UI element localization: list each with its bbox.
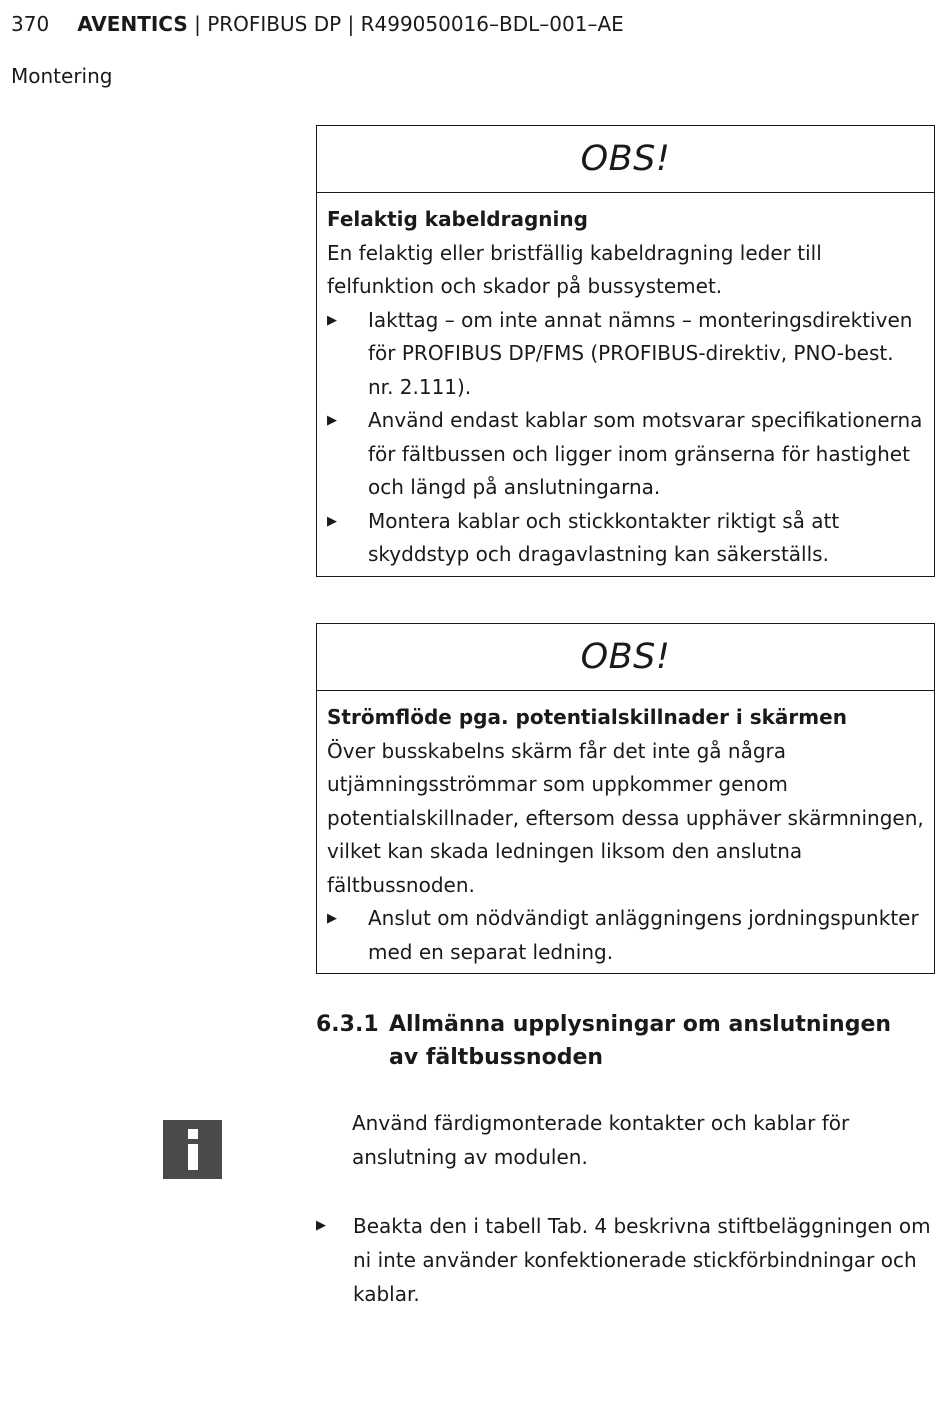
section-heading [316, 1008, 916, 1074]
page-header [11, 12, 624, 36]
section-number: 6.3.1 [316, 1012, 379, 1037]
section-title: Allmänna upplysningar om anslutningen av fältbussnoden [389, 1012, 892, 1070]
notice-title: OBS! [317, 126, 934, 193]
notice-subhead: Felaktig kabeldragning [327, 207, 588, 231]
list-item: ▶ Iakttag – om inte annat nämns – monteringsdirektiven för PROFIBUS DP/FMS (PROFIBUS-direktiv, PNO-best. nr. 2.111). [327, 304, 924, 405]
notice-bullet-list [327, 902, 924, 969]
page-number: 370 [11, 12, 50, 36]
notice-text: Över busskabelns skärm får det inte gå några utjämningsströmmar som uppkommer genom potentialskillnader, eftersom dessa upphäver skärmningen, vilket kan skada ledningen liksom den anslutna fältbussnoden. [327, 738, 924, 897]
bullet-arrow-icon: ▶ [327, 911, 337, 926]
brand-name: AVENTICS [77, 12, 188, 36]
document-reference: | PROFIBUS DP | R499050016–BDL–001–AE [187, 12, 624, 36]
section-label: Montering [11, 64, 113, 88]
notice-text: En felaktig eller bristfällig kabeldragning leder till felfunktion och skador på bussystemet. [327, 240, 822, 298]
notice-subhead: Strömflöde pga. potentialskillnader i skärmen [327, 705, 847, 729]
info-icon [163, 1120, 222, 1179]
notice-box-cabling [316, 125, 935, 577]
notice-box-current-flow [316, 623, 935, 974]
list-item: ▶ Montera kablar och stickkontakter riktigt så att skyddstyp och dragavlastning kan säkerställs. [327, 505, 924, 572]
notice-body [317, 193, 934, 576]
instruction-step [316, 1209, 941, 1311]
bullet-arrow-icon: ▶ [327, 312, 337, 328]
bullet-arrow-icon: ▶ [316, 1218, 326, 1233]
bullet-arrow-icon: ▶ [327, 413, 337, 428]
notice-title: OBS! [317, 624, 934, 691]
list-item: ▶ Anslut om nödvändigt anläggningens jordningspunkter med en separat ledning. [327, 902, 924, 969]
instruction-text: Beakta den i tabell Tab. 4 beskrivna stiftbeläggningen om ni inte använder konfektionerade stickförbindningar och kablar. [353, 1214, 931, 1306]
info-text: Använd färdigmonterade kontakter och kablar för anslutning av modulen. [352, 1111, 850, 1169]
notice-body [317, 691, 934, 973]
notice-bullet-list [327, 304, 924, 572]
bullet-arrow-icon: ▶ [327, 513, 337, 529]
list-item: ▶ Använd endast kablar som motsvarar specifikationerna för fältbussen och ligger inom gränserna för hastighet och längd på anslutningarna. [327, 404, 924, 505]
